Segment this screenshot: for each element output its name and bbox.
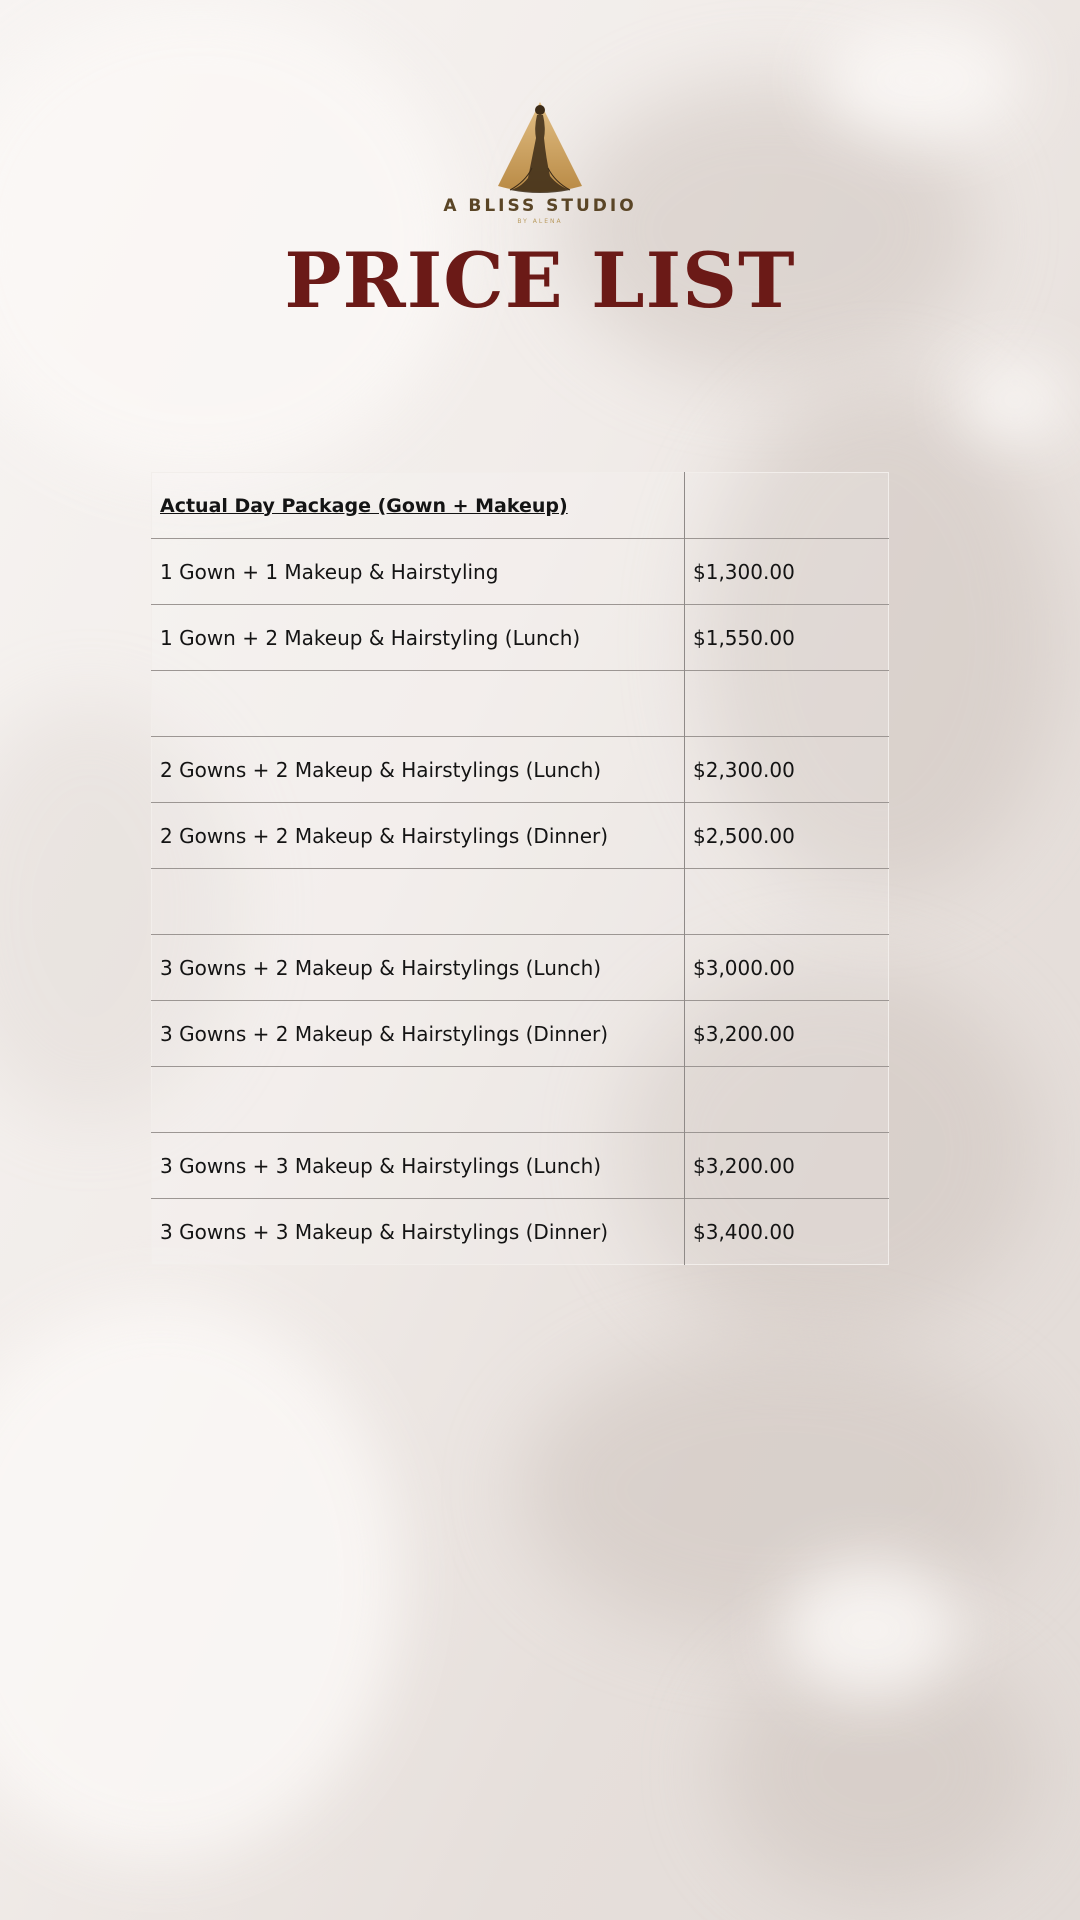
package-header: Actual Day Package (Gown + Makeup) — [152, 473, 685, 539]
package-item — [152, 671, 685, 737]
table-header-row — [152, 473, 889, 539]
package-item: 2 Gowns + 2 Makeup & Hairstylings (Dinner) — [152, 803, 685, 869]
table-row — [152, 1001, 889, 1067]
table-row-spacer — [152, 671, 889, 737]
brand-name: A BLISS STUDIO — [443, 196, 637, 216]
package-item: 2 Gowns + 2 Makeup & Hairstylings (Lunch) — [152, 737, 685, 803]
package-price: $3,400.00 — [685, 1199, 889, 1265]
package-price — [685, 869, 889, 935]
table-row — [152, 605, 889, 671]
package-price: $3,200.00 — [685, 1001, 889, 1067]
package-item — [152, 869, 685, 935]
package-price: $2,300.00 — [685, 737, 889, 803]
package-price: $1,300.00 — [685, 539, 889, 605]
table-row — [152, 1199, 889, 1265]
table-row-spacer — [152, 869, 889, 935]
package-price: $2,500.00 — [685, 803, 889, 869]
brand-tagline: BY ALENA — [517, 218, 563, 225]
package-price — [685, 1067, 889, 1133]
table-row — [152, 737, 889, 803]
table-row — [152, 539, 889, 605]
table-row — [152, 803, 889, 869]
package-item: 1 Gown + 1 Makeup & Hairstyling — [152, 539, 685, 605]
table-row — [152, 935, 889, 1001]
price-table — [151, 472, 889, 1265]
package-item: 1 Gown + 2 Makeup & Hairstyling (Lunch) — [152, 605, 685, 671]
package-price: $3,200.00 — [685, 1133, 889, 1199]
table-row — [152, 1133, 889, 1199]
package-header-price — [685, 473, 889, 539]
page-title: PRICE LIST — [284, 236, 796, 325]
package-item: 3 Gowns + 2 Makeup & Hairstylings (Dinner) — [152, 1001, 685, 1067]
package-item — [152, 1067, 685, 1133]
package-price: $3,000.00 — [685, 935, 889, 1001]
package-item: 3 Gowns + 3 Makeup & Hairstylings (Lunch) — [152, 1133, 685, 1199]
package-price — [685, 671, 889, 737]
table-row-spacer — [152, 1067, 889, 1133]
package-price: $1,550.00 — [685, 605, 889, 671]
package-item: 3 Gowns + 2 Makeup & Hairstylings (Lunch) — [152, 935, 685, 1001]
package-item: 3 Gowns + 3 Makeup & Hairstylings (Dinner) — [152, 1199, 685, 1265]
